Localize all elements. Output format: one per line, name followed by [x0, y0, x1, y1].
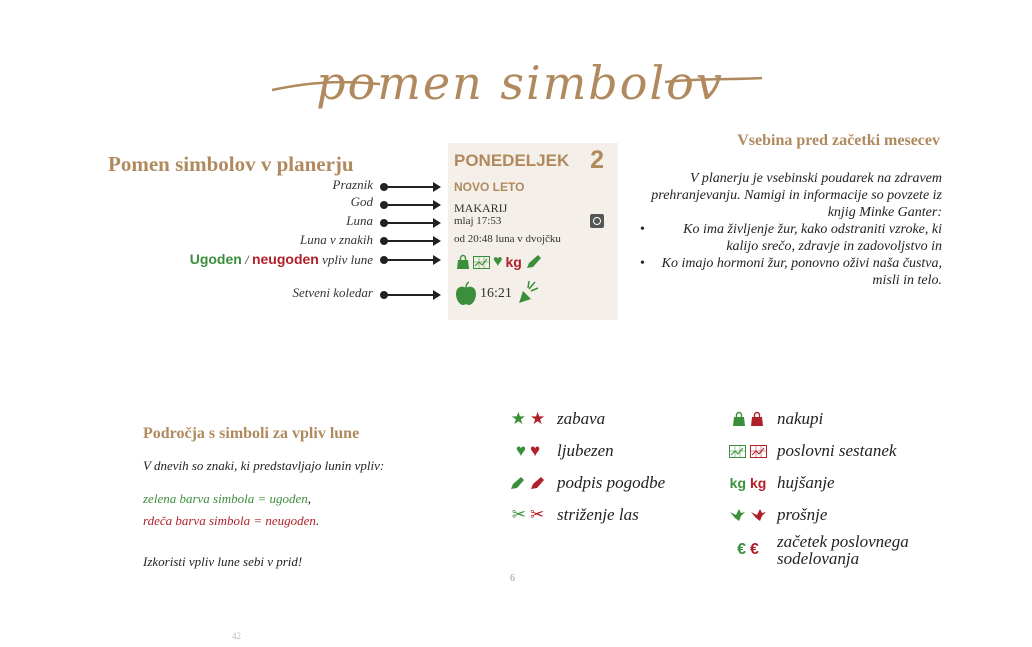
euro-icon: € €	[737, 541, 759, 558]
arrow-holiday	[383, 186, 439, 188]
symbol-label: prošnje	[777, 505, 828, 524]
label-sep: /	[245, 252, 249, 267]
symbol-label: nakupi	[777, 409, 824, 428]
symbol-label: striženje las	[557, 505, 639, 524]
symbol-label: ljubezen	[557, 441, 614, 460]
areas-red-line	[143, 513, 319, 529]
label-rest: vpliv lune	[322, 252, 373, 267]
areas-intro: V dnevih so znaki, ki predstavljajo lunin vpliv:	[143, 458, 385, 473]
right-bullet-1: • Ko ima življenje žur, kako odstraniti vzroke, ki kalijo srečo, zdravje in zadovoljstvo in	[640, 221, 942, 255]
page-number: 6	[510, 573, 515, 584]
legend-label-moon: Luna	[346, 213, 373, 228]
chart-icon	[725, 445, 771, 458]
symbol-row-contract	[505, 470, 665, 496]
shopping-bag-icon	[456, 254, 470, 270]
heart-icon: ♥ ♥	[515, 441, 541, 460]
legend-label-holiday: Praznik	[332, 177, 373, 192]
areas-title: Področja s simboli za vpliv lune	[143, 425, 360, 442]
right-bullet-2: • Ko imajo hormoni žur, ponovno oživi naša čustva, misli in telo.	[640, 255, 942, 289]
arrow-zodiac	[383, 240, 439, 242]
page-title: pomen simbolov	[316, 56, 724, 110]
heart-icon: ♥	[493, 253, 503, 270]
scissors-icon: ✂ ✂	[511, 505, 545, 524]
kg-icon: kg kg	[729, 475, 767, 491]
sample-day-card	[448, 143, 618, 320]
right-section-title: Vsebina pred začetki mesecev	[737, 132, 940, 149]
label-good: Ugoden	[189, 251, 242, 267]
symbol-label: začetek poslovnega sodelovanja	[777, 532, 909, 568]
legend-label-zodiac: Luna v znakih	[300, 232, 373, 247]
symbol-row-shopping	[725, 406, 823, 432]
legend-label-nameday: God	[350, 194, 373, 209]
symbol-row-haircut	[505, 502, 639, 528]
card-holiday: NOVO LETO	[454, 180, 525, 194]
new-moon-icon	[590, 214, 604, 228]
dove-icon	[725, 508, 771, 522]
card-moon-zodiac: od 20:48 luna v dvojčku	[454, 233, 561, 245]
chart-icon	[473, 256, 490, 269]
arrow-moon	[383, 222, 439, 224]
areas-footer: Izkoristi vpliv lune sebi v prid!	[143, 554, 303, 569]
areas-red-end: .	[315, 513, 320, 528]
symbol-label: hujšanje	[777, 473, 835, 492]
areas-green: zelena barva simbola = ugoden	[143, 491, 308, 506]
symbol-row-love	[505, 438, 614, 464]
symbol-row-requests	[725, 502, 827, 528]
symbol-label: podpis pogodbe	[557, 473, 666, 492]
arrow-influence	[383, 259, 439, 261]
symbol-label: zabava	[557, 409, 606, 428]
carrot-icon	[516, 280, 540, 306]
legend-title: Pomen simbolov v planerju	[108, 152, 354, 176]
symbol-label: poslovni sestanek	[777, 441, 897, 460]
symbol-row-party	[505, 406, 605, 432]
legend-label-sowing: Setveni koledar	[292, 285, 373, 300]
page-number-faint: 42	[232, 631, 241, 641]
areas-green-line	[143, 491, 311, 507]
shopping-bag-icon	[725, 411, 771, 427]
pen-icon	[505, 476, 551, 490]
apple-icon	[454, 281, 478, 307]
card-influence-icons	[456, 253, 543, 271]
card-date-number: 2	[590, 146, 604, 174]
legend-label-influence	[113, 251, 373, 268]
symbol-row-business	[725, 530, 937, 570]
card-day: PONEDELJEK	[454, 151, 570, 170]
card-sowing-time: 16:21	[480, 286, 512, 301]
right-bullet-list	[640, 221, 942, 289]
arrow-nameday	[383, 204, 439, 206]
symbol-row-meeting	[725, 438, 896, 464]
star-icon: ★ ★	[510, 409, 546, 428]
label-bad: neugoden	[251, 251, 319, 267]
card-nameday: MAKARIJ	[454, 201, 508, 215]
pen-icon	[525, 254, 543, 270]
symbol-row-weightloss	[725, 470, 835, 496]
areas-green-end: ,	[307, 491, 312, 506]
kg-icon: kg	[505, 254, 522, 270]
right-intro: V planerju je vsebinski poudarek na zdravem prehranjevanju. Namigi in informacije so povzete iz knjig Minke Ganter:	[651, 171, 942, 220]
card-moon-phase: mlaj 17:53	[454, 215, 502, 227]
right-section-body	[640, 170, 942, 289]
areas-red: rdeča barva simbola = neugoden	[143, 513, 316, 528]
arrow-sowing	[383, 294, 439, 296]
header	[270, 48, 770, 128]
